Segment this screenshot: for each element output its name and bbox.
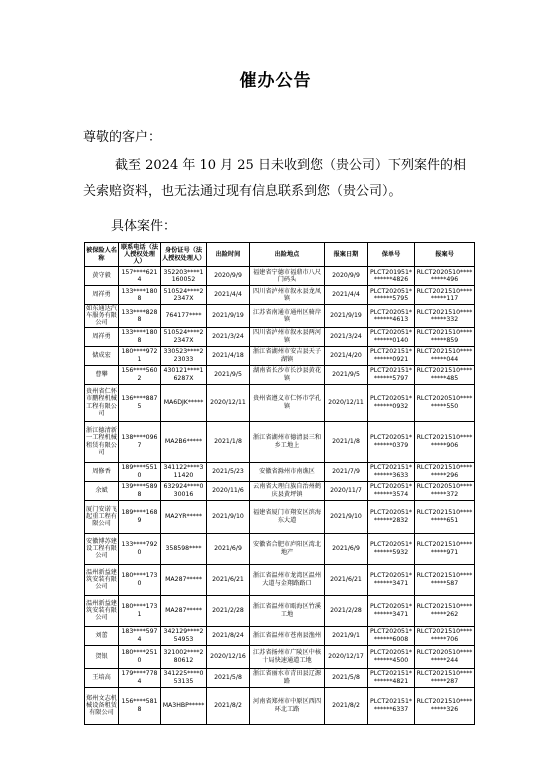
cell-policy-number: PLCT202151*******5797 xyxy=(368,365,415,384)
cell-report-date: 2021/6/21 xyxy=(325,564,368,595)
table-row xyxy=(85,384,475,421)
cell-report-date: 2020/12/11 xyxy=(325,384,368,421)
cell-id-number: 342129****254953 xyxy=(161,626,207,645)
cell-report-number: RLCT2021510*********296 xyxy=(415,462,475,481)
cell-incident-location: 浙江省温州市龙湾区温州大道与金翔路路口 xyxy=(250,564,325,595)
cell-insured-name: 周修香 xyxy=(85,462,119,481)
header-contact-phone: 联系电话（法人授权处理人） xyxy=(119,243,161,267)
cell-contact-phone: 183****5974 xyxy=(119,626,161,645)
cell-id-number: 321002****280612 xyxy=(161,645,207,668)
page-title: 催办公告 xyxy=(239,71,312,91)
cell-incident-time: 2021/8/2 xyxy=(207,687,250,724)
table-row xyxy=(85,687,475,724)
cell-id-number: MA2YR***** xyxy=(161,500,207,533)
header-incident-location: 出险地点 xyxy=(250,243,325,267)
cell-contact-phone: 133****1808 xyxy=(119,327,161,346)
cell-incident-time: 2021/6/9 xyxy=(207,533,250,564)
cell-incident-location: 浙江省温州市瓯海区竹溪工地 xyxy=(250,595,325,626)
cell-policy-number: PLCT202151*******0921 xyxy=(368,346,415,365)
cell-report-date: 2020/12/17 xyxy=(325,645,368,668)
table-header-row xyxy=(85,243,475,267)
cell-id-number: 341122****311420 xyxy=(161,462,207,481)
cell-policy-number: PLCT202051*******0140 xyxy=(368,327,415,346)
cell-incident-location: 浙江省温州市苍南县渔州 xyxy=(250,626,325,645)
cell-policy-number: PLCT202051*******0379 xyxy=(368,421,415,462)
cell-incident-time: 2020/12/16 xyxy=(207,645,250,668)
cell-incident-time: 2021/9/19 xyxy=(207,305,250,328)
cell-insured-name: 温州新益建筑安装有限公司 xyxy=(85,564,119,595)
cell-report-number: RLCT2021510*********906 xyxy=(415,421,475,462)
cell-insured-name: 王培高 xyxy=(85,668,119,687)
table-row xyxy=(85,346,475,365)
cell-report-date: 2021/5/8 xyxy=(325,668,368,687)
cell-report-number: RLCT2021510*********332 xyxy=(415,305,475,328)
cell-id-number: 510524****22347X xyxy=(161,327,207,346)
cell-id-number: 632924****030016 xyxy=(161,481,207,500)
cell-id-number: MA6DJK***** xyxy=(161,384,207,421)
notice-paragraph: 截至 2024 年 10 月 25 日未收到您（贵公司）下列案件的相关索赔资料，也无法通过现有信息联系到您（贵公司）。 xyxy=(83,158,466,199)
cell-insured-name: 安徽博苏建设工程有限公司 xyxy=(85,533,119,564)
cell-id-number: 352203****1160052 xyxy=(161,267,207,286)
cell-report-number: RLCT2021510*********044 xyxy=(415,346,475,365)
cell-report-date: 2021/8/2 xyxy=(325,687,368,724)
cell-incident-location: 安徽省滁州市南谯区 xyxy=(250,462,325,481)
table-row xyxy=(85,481,475,500)
cell-incident-location: 浙江省湖州市德清县三和乡工地上 xyxy=(250,421,325,462)
cell-contact-phone: 180****1731 xyxy=(119,595,161,626)
cell-incident-location: 云南省大理白族自治州鹤庆县黄坪镇 xyxy=(250,481,325,500)
header-id-number: 身份证号（法人授权处理人） xyxy=(161,243,207,267)
cell-report-date: 2021/3/24 xyxy=(325,327,368,346)
cell-report-number: RLCT2020510*********372 xyxy=(415,481,475,500)
cell-insured-name: 贵州省仁怀市鹏程机械工程有限公司 xyxy=(85,384,119,421)
cell-id-number: MA287***** xyxy=(161,595,207,626)
table-row xyxy=(85,564,475,595)
cell-report-number: RLCT2021510*********326 xyxy=(415,687,475,724)
cell-incident-time: 2020/12/11 xyxy=(207,384,250,421)
cell-contact-phone: 180****9721 xyxy=(119,346,161,365)
cell-policy-number: PLCT202051*******0932 xyxy=(368,384,415,421)
table-row xyxy=(85,305,475,328)
cell-incident-time: 2021/6/21 xyxy=(207,564,250,595)
header-report-date: 报案日期 xyxy=(325,243,368,267)
cell-insured-name: 如东通达汽车服务有限公司 xyxy=(86,305,117,327)
cell-policy-number: PLCT202051*******3471 xyxy=(368,595,415,626)
table-row xyxy=(85,668,475,687)
cell-insured-name: 厦门安诺飞起重工程有限公司 xyxy=(85,500,119,533)
cell-id-number: MA2B6***** xyxy=(161,421,207,462)
cell-insured-name: 曹攀 xyxy=(85,365,119,384)
cell-policy-number: PLCT202051*******3471 xyxy=(368,564,415,595)
cell-policy-number: PLCT201951*******4826 xyxy=(368,267,415,286)
cell-contact-phone: 156****5818 xyxy=(119,687,161,724)
cell-insured-name: 周祥勇 xyxy=(85,286,119,305)
cell-policy-number: PLCT202151*******3633 xyxy=(368,462,415,481)
header-incident-time: 出险时间 xyxy=(207,243,250,267)
cell-id-number: 764177**** xyxy=(161,305,207,328)
cell-incident-time: 2020/11/6 xyxy=(207,481,250,500)
table-row xyxy=(85,327,475,346)
cell-report-number: RLCT2020510*********244 xyxy=(415,645,475,668)
cell-incident-time: 2021/9/5 xyxy=(207,365,250,384)
table-row xyxy=(85,421,475,462)
cell-report-number: RLCT2021510*********651 xyxy=(415,500,475,533)
cell-id-number: 341225****053135 xyxy=(161,668,207,687)
cell-incident-time: 2021/8/24 xyxy=(207,626,250,645)
cell-incident-location: 四川省泸州市叙永县两河镇 xyxy=(250,327,325,346)
cell-insured-name: 温州新益建筑安装有限公司 xyxy=(85,595,119,626)
header-report-number: 报案号 xyxy=(415,243,475,267)
table-row xyxy=(85,645,475,668)
cell-incident-time: 2021/5/8 xyxy=(207,668,250,687)
cell-policy-number: PLCT202051*******2832 xyxy=(368,500,415,533)
cell-report-date: 2021/4/20 xyxy=(325,346,368,365)
cell-id-number: MA3HBP***** xyxy=(161,687,207,724)
cell-report-date: 2020/11/7 xyxy=(325,481,368,500)
table-row xyxy=(85,462,475,481)
cell-report-date: 2021/9/19 xyxy=(325,305,368,328)
cell-contact-phone: 139****5898 xyxy=(119,481,161,500)
cell-incident-location: 湖南省长沙市长沙县黄花镇 xyxy=(250,365,325,384)
cell-report-number: RLCT2020510*********550 xyxy=(415,384,475,421)
cell-report-date: 2021/9/10 xyxy=(325,500,368,533)
cell-report-number: RLCT2021510*********859 xyxy=(415,327,475,346)
cell-report-date: 2020/9/9 xyxy=(325,267,368,286)
cell-incident-location: 浙江省湖州市安吉县天子湖镇 xyxy=(250,346,325,365)
cell-insured-name: 贺银 xyxy=(85,645,119,668)
table-row xyxy=(85,595,475,626)
cell-contact-phone: 180****2510 xyxy=(119,645,161,668)
cases-table xyxy=(84,242,475,725)
cell-report-date: 2021/9/5 xyxy=(325,365,368,384)
cell-contact-phone: 136****8875 xyxy=(119,384,161,421)
cell-report-number: RLCT2020510*********496 xyxy=(415,267,475,286)
cell-report-date: 2021/7/9 xyxy=(325,462,368,481)
cell-insured-name: 周祥勇 xyxy=(85,327,119,346)
cell-contact-phone: 156****5602 xyxy=(119,365,161,384)
cell-contact-phone: 133****8288 xyxy=(119,305,161,328)
cell-incident-time: 2021/3/24 xyxy=(207,327,250,346)
cell-report-number: RLCT2021510*********485 xyxy=(415,365,475,384)
cell-contact-phone: 189****1689 xyxy=(119,500,161,533)
cell-report-number: RLCT2021510*********117 xyxy=(415,286,475,305)
greeting: 尊敬的客户： xyxy=(83,130,162,145)
cell-id-number: 430121****16287X xyxy=(161,365,207,384)
cell-report-date: 2021/4/4 xyxy=(325,286,368,305)
table-body xyxy=(85,267,475,725)
cell-report-number: RLCT2021510*********706 xyxy=(415,626,475,645)
cell-contact-phone: 189****5510 xyxy=(119,462,161,481)
cell-incident-location: 江苏省扬州市广陵区中核十局快速通道工地 xyxy=(250,645,325,668)
table-row xyxy=(85,533,475,564)
cell-incident-location: 福建省厦门市翔安区滨海东大道 xyxy=(250,500,325,533)
cell-id-number: 358598**** xyxy=(161,533,207,564)
cell-report-number: RLCT2021510*********587 xyxy=(415,564,475,595)
cell-report-number: RLCT2021510*********262 xyxy=(415,595,475,626)
cell-policy-number: PLCT202051*******5795 xyxy=(368,286,415,305)
cell-contact-phone: 133****7920 xyxy=(119,533,161,564)
cell-incident-time: 2021/4/4 xyxy=(207,286,250,305)
cell-report-number: RLCT2021510*********287 xyxy=(415,668,475,687)
cell-incident-location: 四川省泸州市叙永县龙凤镇 xyxy=(250,286,325,305)
cell-contact-phone: 180****1730 xyxy=(119,564,161,595)
cell-insured-name: 郑州文志机械设备租赁有限公司 xyxy=(85,687,119,724)
cell-insured-name: 储成宏 xyxy=(85,346,119,365)
table-row xyxy=(85,267,475,286)
cell-incident-location: 河南省郑州市中原区西四环北工路 xyxy=(250,687,325,724)
cell-policy-number: PLCT202151*******4821 xyxy=(368,668,415,687)
cell-incident-location: 福建省宁德市福鼎市八尺门码头 xyxy=(250,267,325,286)
cell-id-number: 330523****223033 xyxy=(161,346,207,365)
cell-policy-number: PLCT202051*******4500 xyxy=(368,645,415,668)
cell-incident-time: 2021/5/23 xyxy=(207,462,250,481)
cell-policy-number: PLCT202051*******4613 xyxy=(368,305,415,328)
cell-policy-number: PLCT202051*******6008 xyxy=(368,626,415,645)
cases-label: 具体案件： xyxy=(111,219,177,234)
cell-incident-location: 安徽省合肥市庐阳区湾北地产 xyxy=(250,533,325,564)
header-insured-name: 被保险人名称 xyxy=(85,243,119,267)
cell-contact-phone: 179****7784 xyxy=(119,668,161,687)
cell-policy-number: PLCT202051*******5932 xyxy=(368,533,415,564)
cell-incident-time: 2020/9/9 xyxy=(207,267,250,286)
cell-contact-phone: 138****0967 xyxy=(119,421,161,462)
cell-insured-name: 浙江德清新一工程机械租赁有限公司 xyxy=(85,421,119,462)
cell-incident-time: 2021/9/10 xyxy=(207,500,250,533)
cell-report-date: 2021/2/28 xyxy=(325,595,368,626)
cell-insured-name: 黄守毅 xyxy=(85,267,119,286)
table-row xyxy=(85,286,475,305)
cell-id-number: 510524****22347X xyxy=(161,286,207,305)
cell-report-date: 2021/1/8 xyxy=(325,421,368,462)
table-row xyxy=(85,500,475,533)
cell-incident-location: 江苏省南通市通州区骑岸镇 xyxy=(250,305,325,328)
cell-contact-phone: 157****6214 xyxy=(119,267,161,286)
cell-incident-location: 浙江省丽水市青田县辽源路 xyxy=(250,668,325,687)
cell-id-number: MA287***** xyxy=(161,564,207,595)
cell-incident-time: 2021/4/18 xyxy=(207,346,250,365)
table-row xyxy=(85,365,475,384)
cell-insured-name: 余斌 xyxy=(85,481,119,500)
table-row xyxy=(85,626,475,645)
cell-incident-time: 2021/2/28 xyxy=(207,595,250,626)
cell-incident-location: 贵州省遵义市仁怀市学孔镇 xyxy=(250,384,325,421)
cell-policy-number: PLCT202151*******6337 xyxy=(368,687,415,724)
header-policy-number: 保单号 xyxy=(368,243,415,267)
cell-policy-number: PLCT202051*******3574 xyxy=(368,481,415,500)
cell-report-date: 2021/9/1 xyxy=(325,626,368,645)
cell-incident-time: 2021/1/8 xyxy=(207,421,250,462)
cell-report-number: RLCT2021510*********971 xyxy=(415,533,475,564)
cell-contact-phone: 133****1808 xyxy=(119,286,161,305)
cell-insured-name: 刘蕾 xyxy=(85,626,119,645)
cell-report-date: 2021/6/9 xyxy=(325,533,368,564)
